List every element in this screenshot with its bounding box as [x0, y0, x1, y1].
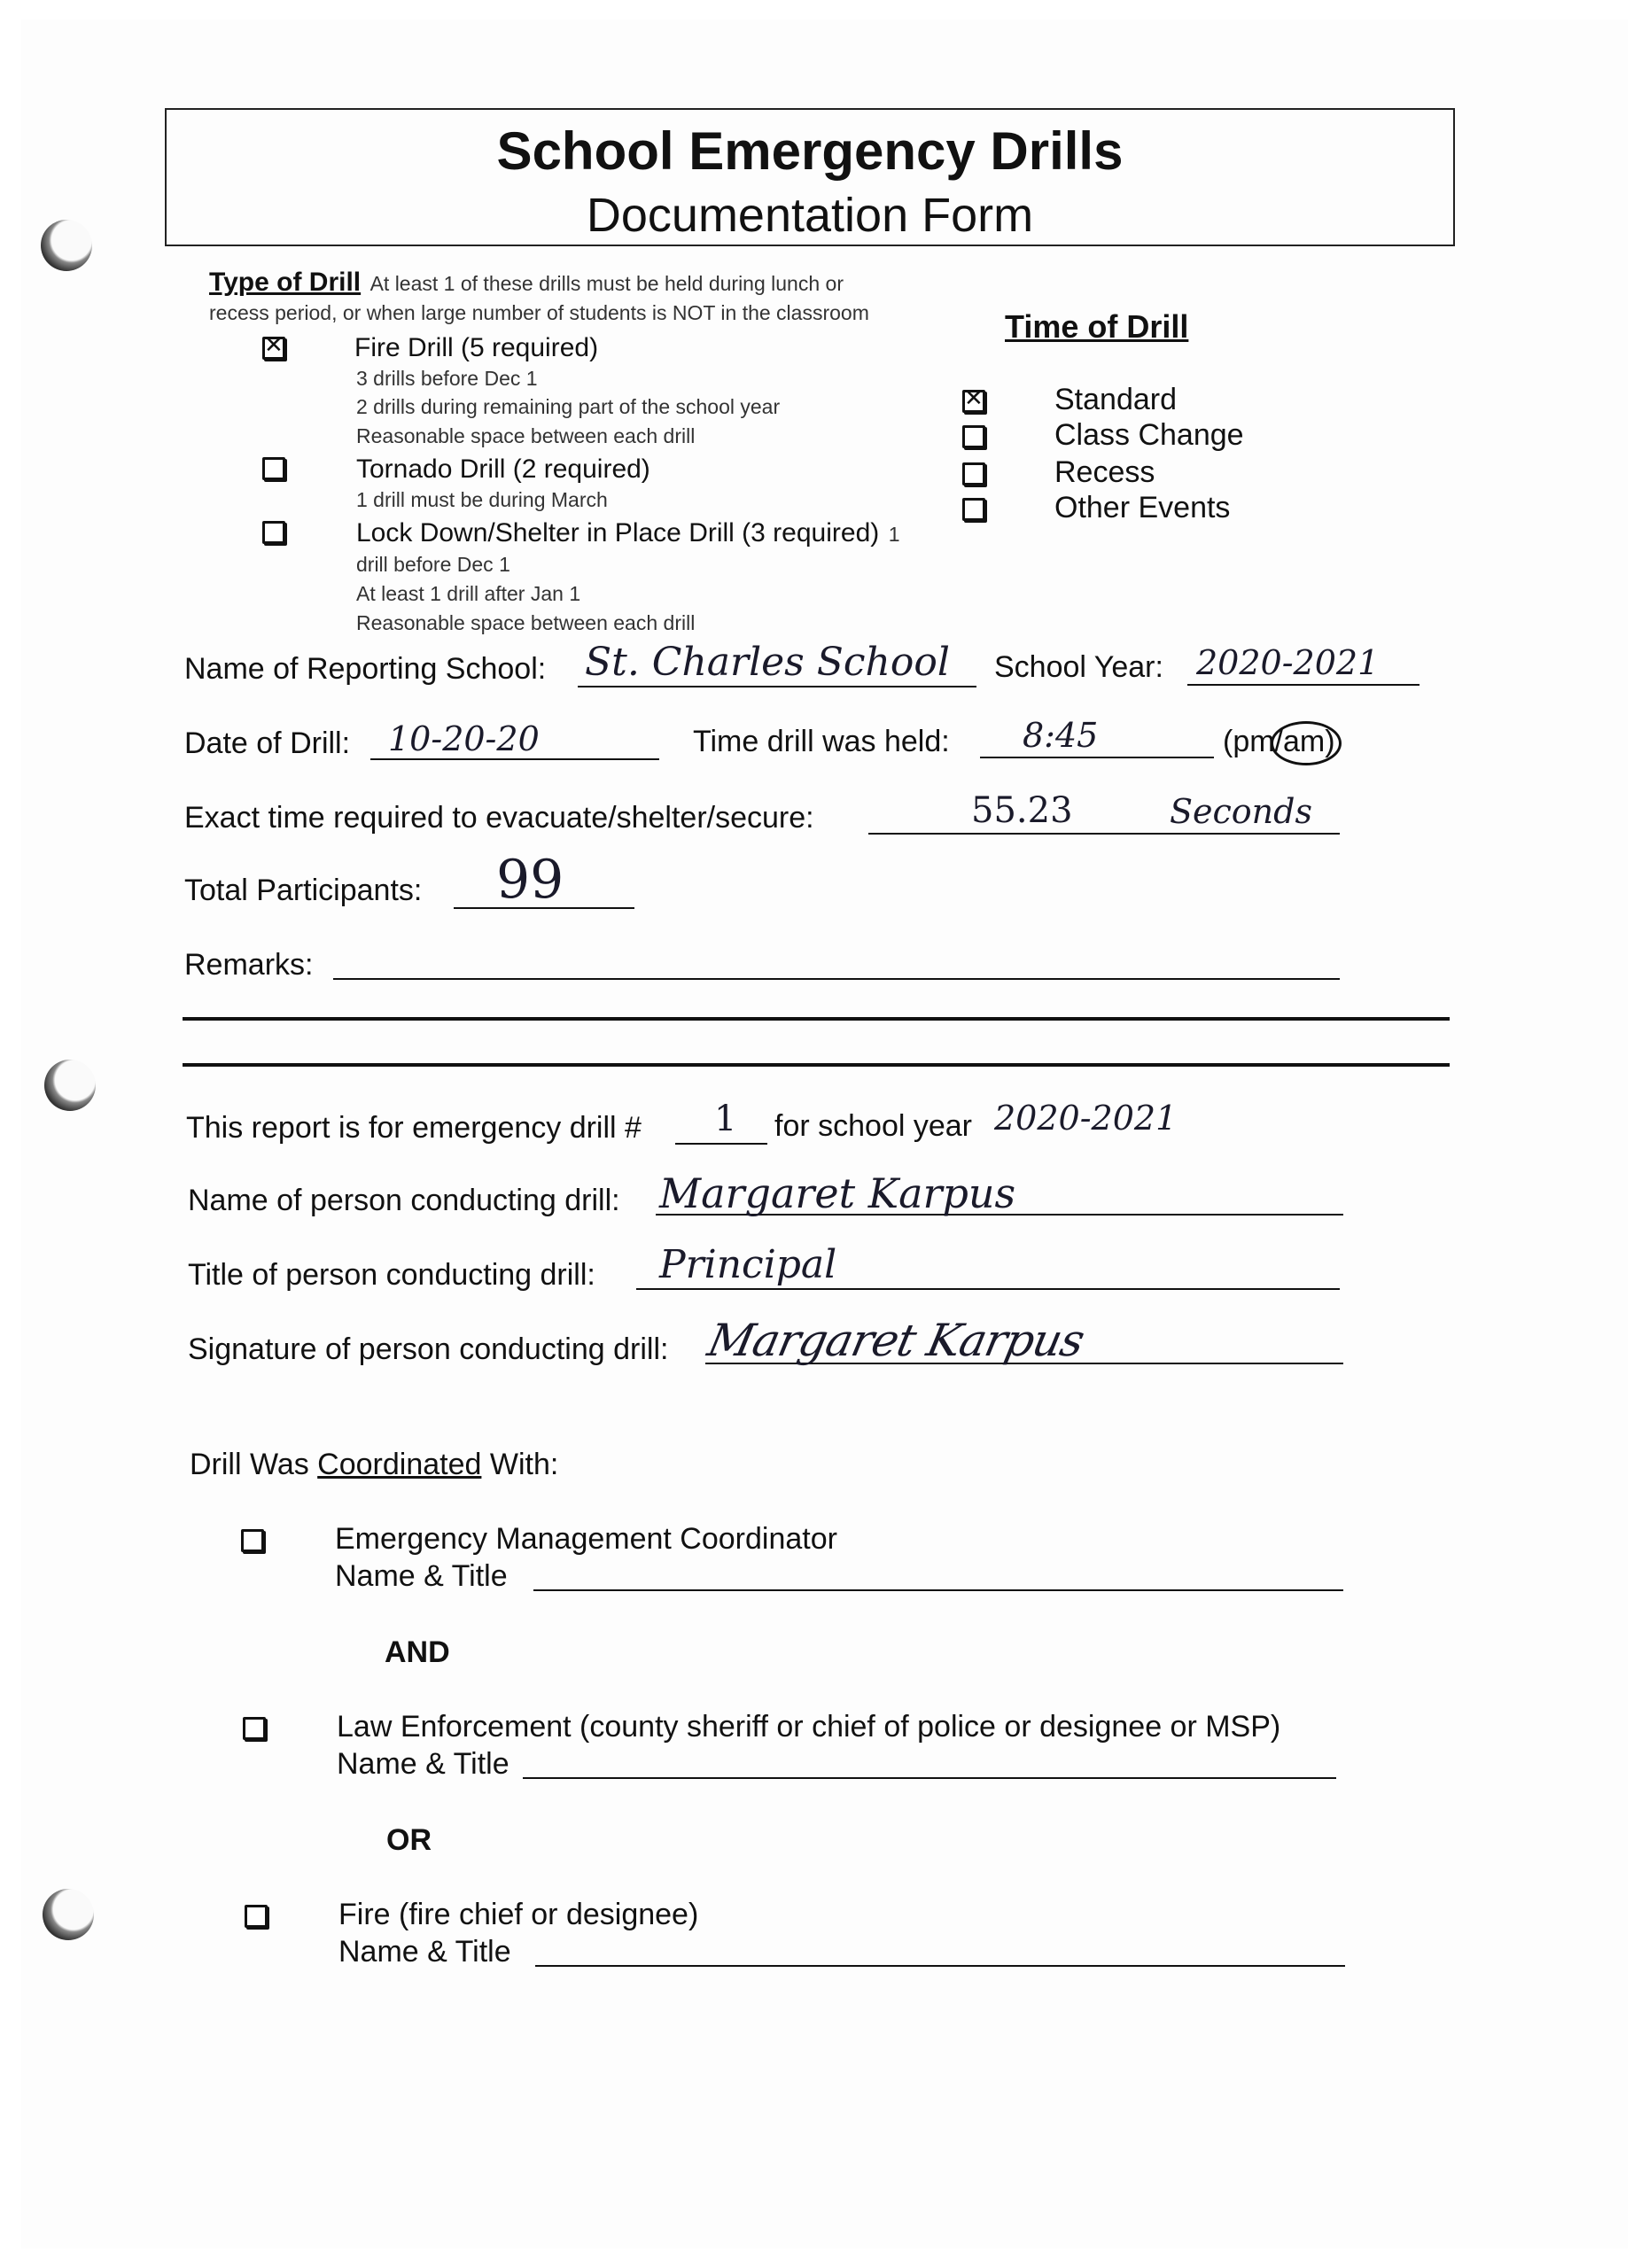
remarks-label: Remarks: [184, 948, 314, 982]
school-year-label: School Year: [994, 650, 1163, 684]
class-change-label: Class Change [1054, 418, 1244, 452]
emergency-management-checkbox[interactable] [241, 1529, 264, 1552]
title-box [165, 108, 1455, 246]
conductor-name-label: Name of person conducting drill: [188, 1184, 620, 1217]
school-name-label: Name of Reporting School: [184, 652, 547, 686]
school-year-line [1187, 684, 1420, 686]
am-circle [1271, 721, 1342, 765]
standard-checkbox[interactable] [962, 390, 985, 413]
binder-hole-bottom [43, 1889, 94, 1940]
form-subtitle: Documentation Form [586, 189, 1034, 242]
remarks-line-2[interactable] [183, 1017, 1450, 1021]
other-events-checkbox[interactable] [962, 498, 985, 521]
am-pm-indicator: (pm/am) [1223, 725, 1335, 758]
fire-chief-name-title-line[interactable] [535, 1965, 1345, 1967]
school-year-value[interactable]: 2020-2021 [1196, 643, 1380, 682]
coordination-heading: Drill Was Coordinated With: [190, 1448, 559, 1481]
signature-label: Signature of person conducting drill: [188, 1332, 669, 1366]
tornado-drill-checkbox[interactable] [262, 457, 285, 480]
form-title: School Emergency Drills [496, 121, 1124, 181]
fire-drill-detail-2: 2 drills during remaining part of the school year [356, 395, 781, 418]
fire-chief-name-title-label: Name & Title [338, 1935, 511, 1969]
signature-value[interactable]: Margaret Karpus [703, 1315, 1089, 1366]
participants-value[interactable]: 99 [496, 849, 564, 911]
evacuation-time-label: Exact time required to evacuate/shelter/secure: [184, 801, 814, 835]
emergency-management-label: Emergency Management Coordinator [335, 1522, 837, 1556]
conductor-title-value[interactable]: Principal [659, 1242, 837, 1287]
evacuation-time-line [868, 833, 1340, 835]
drill-number-value[interactable]: 1 [714, 1099, 737, 1139]
time-of-drill-heading: Time of Drill [1005, 308, 1189, 345]
time-held-value[interactable]: 8:45 [1023, 716, 1099, 755]
type-of-drill-note: recess period, or when large number of students is NOT in the classroom [209, 301, 869, 324]
conductor-title-line [636, 1288, 1340, 1290]
report-school-year-value[interactable]: 2020-2021 [994, 1099, 1178, 1138]
fire-drill-label: Fire Drill (5 required) [354, 333, 599, 362]
conductor-title-label: Title of person conducting drill: [188, 1258, 595, 1292]
school-name-line [578, 686, 976, 687]
law-enforcement-name-title-line[interactable] [523, 1777, 1336, 1779]
drill-number-line [675, 1143, 767, 1145]
lockdown-drill-detail-3: Reasonable space between each drill [356, 611, 696, 634]
drill-number-label: This report is for emergency drill # [186, 1111, 642, 1145]
fire-drill-detail-1: 3 drills before Dec 1 [356, 367, 538, 390]
and-label: AND [385, 1635, 450, 1669]
law-enforcement-label: Law Enforcement (county sheriff or chief of police or designee or MSP) [337, 1710, 1281, 1744]
emergency-management-name-title-label: Name & Title [335, 1559, 508, 1593]
lockdown-drill-checkbox[interactable] [262, 521, 285, 544]
tornado-drill-detail-1: 1 drill must be during March [356, 488, 608, 511]
law-enforcement-checkbox[interactable] [243, 1717, 266, 1740]
remarks-line-3[interactable] [183, 1063, 1450, 1067]
lockdown-drill-label: Lock Down/Shelter in Place Drill (3 required) 1 [356, 518, 900, 548]
evacuation-time-value[interactable]: 55.23 [971, 790, 1073, 831]
date-value[interactable]: 10-20-20 [388, 719, 540, 758]
date-line [370, 758, 659, 760]
class-change-checkbox[interactable] [962, 425, 985, 448]
fire-drill-checkbox[interactable] [262, 337, 285, 360]
school-name-value[interactable]: St. Charles School [585, 640, 950, 685]
type-of-drill-heading: Type of Drill At least 1 of these drills must be held during lunch or [209, 268, 844, 297]
time-held-line [980, 757, 1214, 758]
conductor-name-value[interactable]: Margaret Karpus [659, 1169, 1016, 1217]
fire-drill-detail-3: Reasonable space between each drill [356, 424, 696, 447]
lockdown-drill-detail-2: At least 1 drill after Jan 1 [356, 582, 581, 605]
standard-label: Standard [1054, 383, 1177, 416]
report-school-year-label: for school year [774, 1109, 972, 1143]
date-label: Date of Drill: [184, 726, 351, 760]
lockdown-drill-detail-1: drill before Dec 1 [356, 553, 510, 576]
law-enforcement-name-title-label: Name & Title [337, 1747, 509, 1781]
participants-label: Total Participants: [184, 874, 423, 907]
other-events-label: Other Events [1054, 491, 1231, 524]
fire-chief-label: Fire (fire chief or designee) [338, 1898, 699, 1931]
recess-checkbox[interactable] [962, 462, 985, 485]
evacuation-time-unit: Seconds [1170, 792, 1312, 831]
emergency-management-name-title-line[interactable] [533, 1589, 1343, 1591]
time-held-label: Time drill was held: [693, 725, 950, 758]
binder-hole-middle [44, 1060, 96, 1111]
or-label: OR [386, 1823, 432, 1857]
fire-chief-checkbox[interactable] [245, 1905, 268, 1928]
binder-hole-top [41, 220, 92, 271]
tornado-drill-label: Tornado Drill (2 required) [356, 454, 650, 484]
recess-label: Recess [1054, 455, 1155, 489]
remarks-line-1[interactable] [333, 978, 1340, 980]
